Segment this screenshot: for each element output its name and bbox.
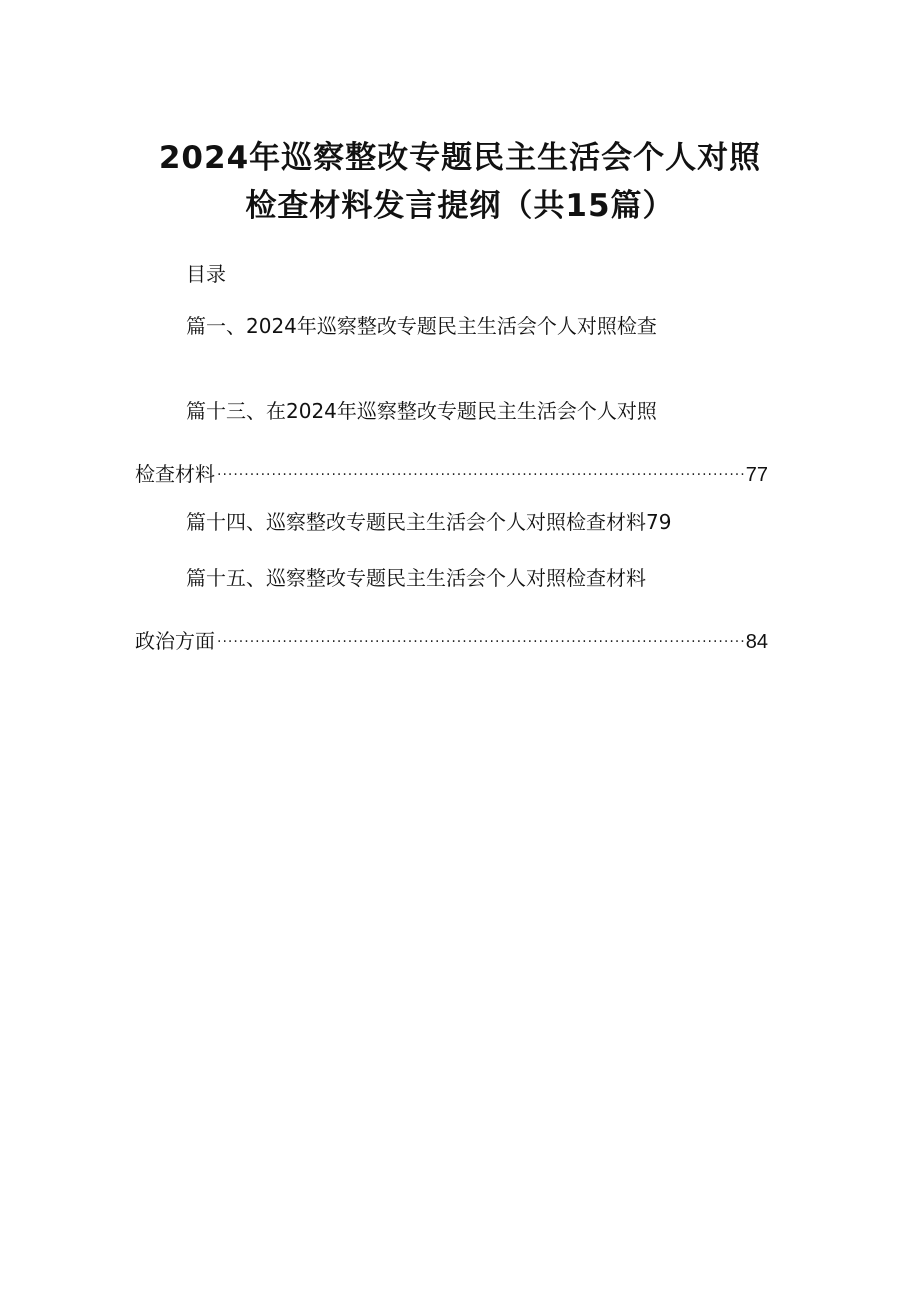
dot-leader bbox=[217, 453, 744, 481]
toc-entry-14[interactable]: 篇十四、巡察整改专题民主生活会个人对照检查材料79 bbox=[186, 510, 672, 534]
toc-entry-13-page-number: 77 bbox=[745, 464, 768, 486]
toc-entry-15-continuation-text: 政治方面 bbox=[135, 629, 215, 653]
toc-entry-13-continuation[interactable] bbox=[135, 453, 768, 489]
toc-entry-15-page-number: 84 bbox=[745, 631, 768, 653]
toc-entry-13[interactable]: 篇十三、在2024年巡察整改专题民主生活会个人对照 bbox=[186, 399, 657, 423]
document-title-line-2: 检查材料发言提纲（共15篇） bbox=[245, 188, 675, 224]
toc-entry-13-continuation-text: 检查材料 bbox=[135, 462, 215, 486]
toc-entry-15-continuation[interactable] bbox=[135, 620, 768, 656]
toc-heading: 目录 bbox=[186, 262, 226, 286]
toc-entry-1[interactable]: 篇一、2024年巡察整改专题民主生活会个人对照检查 bbox=[186, 314, 657, 338]
toc-entry-15[interactable]: 篇十五、巡察整改专题民主生活会个人对照检查材料 bbox=[186, 566, 646, 590]
dot-leader bbox=[217, 620, 744, 648]
document-title-line-1: 2024年巡察整改专题民主生活会个人对照 bbox=[158, 140, 762, 176]
